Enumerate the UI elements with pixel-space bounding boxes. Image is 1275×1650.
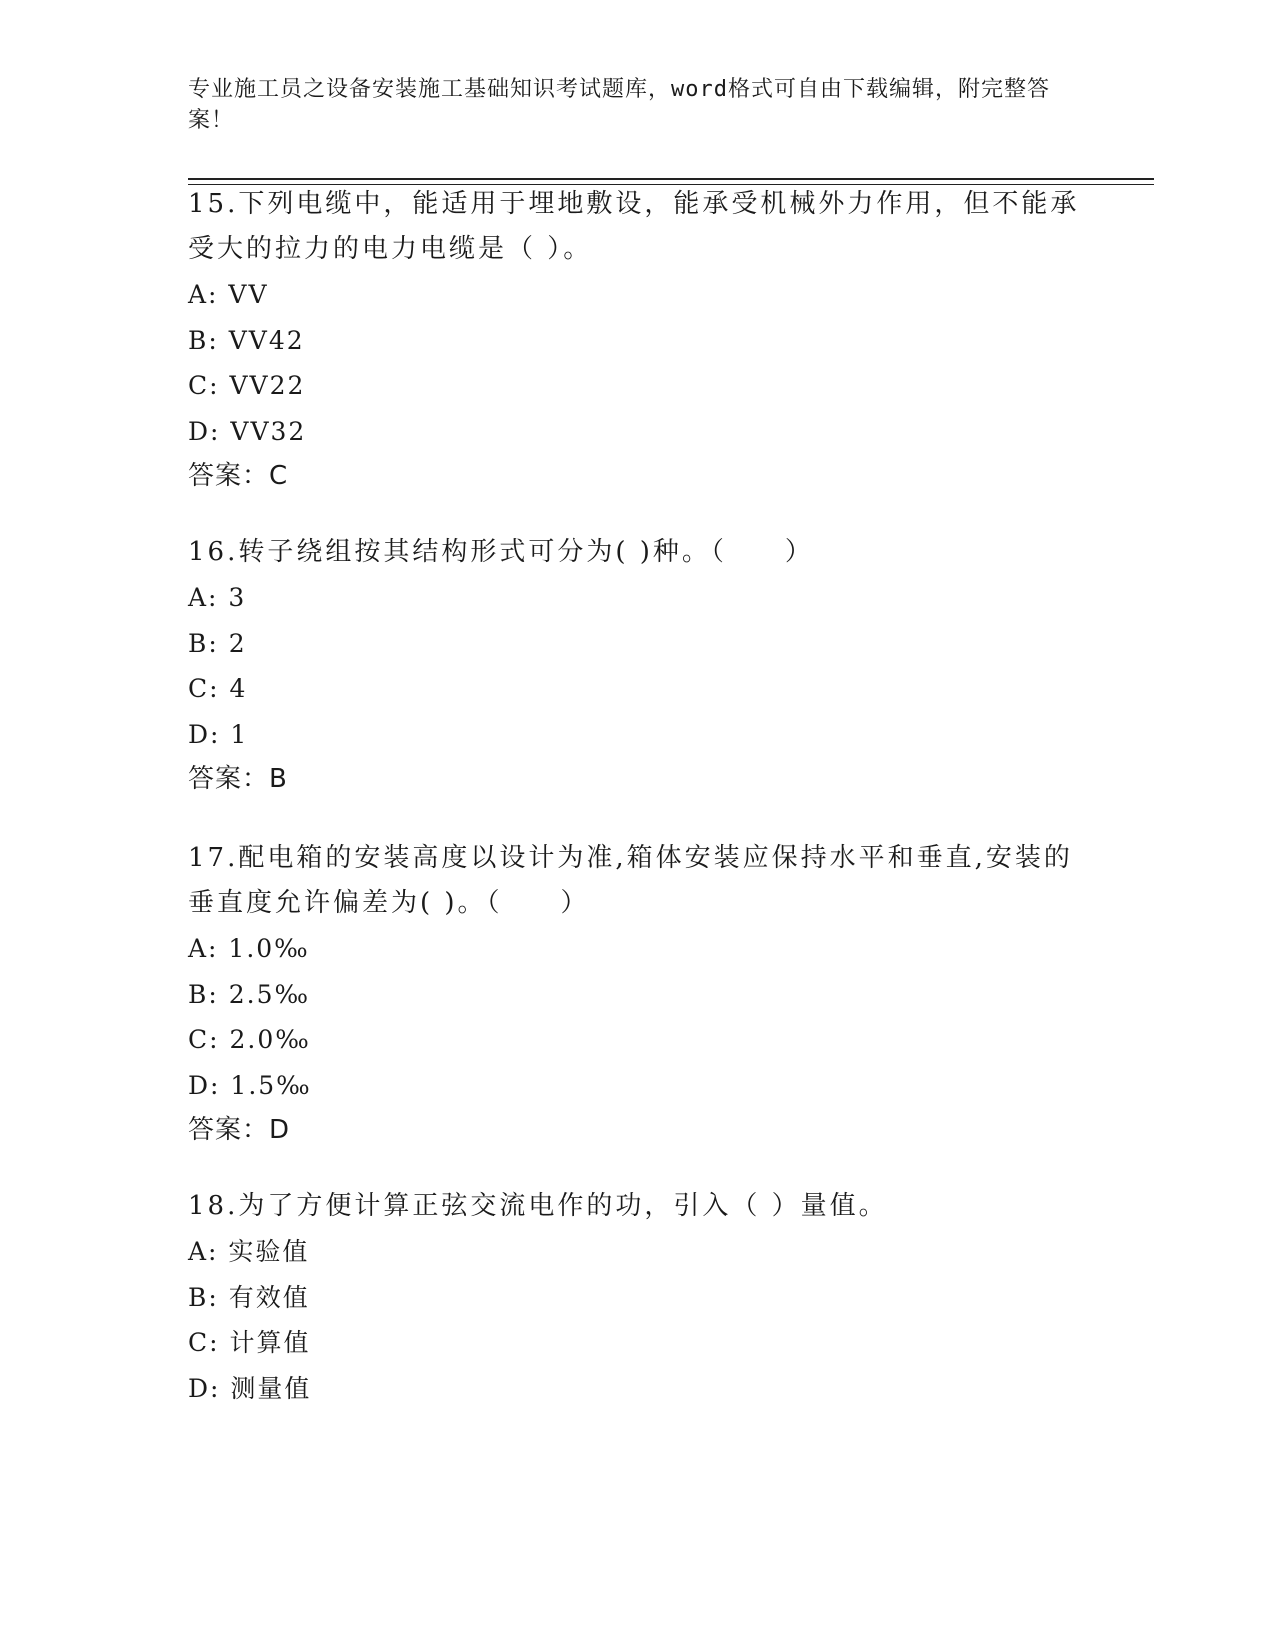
option-c: C: 2.0‰ [188,1025,311,1054]
option-b: B: 2 [188,628,247,658]
option-c: C: 计算值 [188,1328,311,1357]
option-b: B: 有效值 [188,1282,310,1312]
question-15 [188,182,1088,498]
document-header: 专业施工员之设备安装施工基础知识考试题库，word格式可自由下载编辑，附完整答案！ [188,77,1050,133]
option-c: C: 4 [188,674,248,703]
option-a: A: 1.0‰ [188,934,310,963]
option-d: D: VV32 [188,416,307,446]
answer: 答案：D [188,1115,291,1145]
option-b: B: VV42 [188,325,305,355]
option-a: A: 3 [188,583,247,612]
answer: 答案：C [188,461,289,491]
question-stem: 16.转子绕组按其结构形式可分为( )种。（ ） [188,537,814,567]
question-17 [188,836,1088,1152]
option-a: A: VV [188,280,269,309]
option-d: D: 1 [188,719,249,749]
option-d: D: 1.5‰ [188,1070,312,1100]
question-stem: 15.下列电缆中，能适用于埋地敷设，能承受机械外力作用，但不能承受大的拉力的电力电缆是（ ）。 [188,189,1080,264]
question-stem: 17.配电箱的安装高度以设计为准,箱体安装应保持水平和垂直,安装的垂直度允许偏差为( )。（ ） [188,843,1073,918]
option-d: D: 测量值 [188,1373,312,1403]
answer: 答案：B [188,764,288,794]
question-stem: 18.为了方便计算正弦交流电作的功，引入（ ）量值。 [188,1191,888,1221]
option-a: A: 实验值 [188,1237,310,1266]
option-c: C: VV22 [188,371,306,400]
header-divider-thick [188,178,1154,180]
question-16 [188,530,1088,801]
question-18 [188,1184,1088,1411]
option-b: B: 2.5‰ [188,979,311,1009]
